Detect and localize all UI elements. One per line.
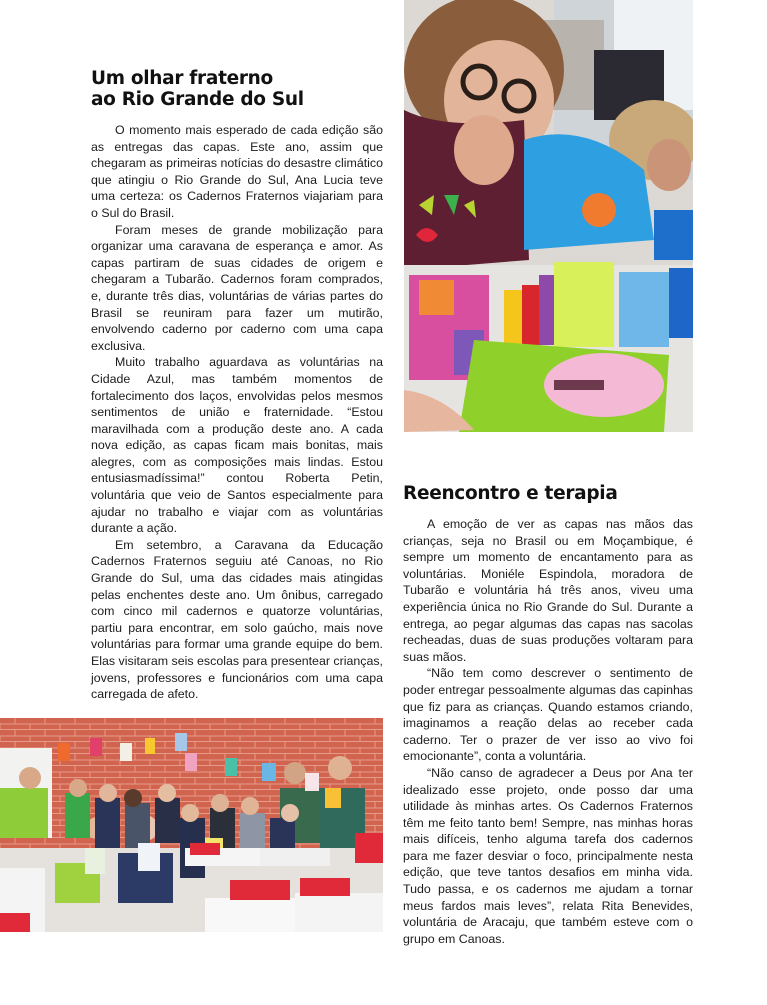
heading-line-2: ao Rio Grande do Sul [91, 89, 304, 110]
section-heading [91, 68, 383, 110]
heading-line-1: Um olhar fraterno [91, 68, 273, 89]
paragraph: Muito trabalho aguardava as voluntárias na Cidade Azul, mas também momentos de fortalecimento dos laços, envolvidas pelos mesmos sentimentos de união e fraternidade. “Estou maravilhada com a produção deste ano. A cada nova edição, as capas ficam mais bonitas, mais alegres, com as composições mais lindas. Estou entusiasmadíssima!” contou Roberta Petin, voluntária que veio de Santos especialmente para ajudar no trabalho e viajar com as voluntárias durante a ação. [91, 355, 383, 536]
paragraph: O momento mais esperado de cada edição são as entregas das capas. Este ano, assim que chegaram as primeiras notícias do desastre climático que atingiu o Rio Grande do Sul, Ana Lucia teve uma certeza: os Cadernos Fraternos viajariam para o Sul do Brasil. [91, 123, 383, 220]
paragraph: A emoção de ver as capas nas mãos das crianças, seja no Brasil ou em Moçambique, é sempre um momento de encantamento para as voluntárias. Moniéle Espindola, moradora de Tubarão e voluntária há três anos, viveu uma experiência única no Rio Grande do Sul. Durante a entrega, ao pegar algumas das capas nas sacolas recheadas, duas de suas produções voltaram para suas mãos. [403, 517, 693, 664]
paragraph: “Não canso de agradecer a Deus por Ana ter idealizado esse projeto, onde posso dar uma utilidade às minhas artes. Os Cadernos Fraternos têm me feito tanto bem! Sempre, nas minhas horas mais difíceis, tenho alguma tarefa dos cadernos para me fazer desviar o foco, principalmente nesta edição, que teve tantos desafios em minha vida. Tudo passa, e os cadernos me ajudam a tornar meus fardos mais leves”, relata Rita Benevides, voluntária de Aracaju, que também esteve com o grupo em Canoas. [403, 765, 693, 946]
section-um-olhar-fraterno [91, 68, 383, 703]
photo-classroom-group [0, 718, 383, 932]
section-reencontro-e-terapia [403, 483, 693, 947]
section-heading: Reencontro e terapia [403, 483, 618, 504]
photo-volunteers-with-covers [404, 0, 693, 432]
paragraph: Em setembro, a Caravana da Educação Cadernos Fraternos seguiu até Canoas, no Rio Grande do Sul, uma das cidades mais atingidas pelas enchentes deste ano. Um ônibus, carregado com cinco mil cadernos e quatorze voluntárias, partiu para encontrar, em solo gaúcho, mais nove voluntárias para formar uma grande equipe do bem. Elas visitaram seis escolas para presentear crianças, jovens, professores e funcionários com uma capa carregada de afeto. [91, 537, 383, 702]
paragraph: “Não tem como descrever o sentimento de poder entregar pessoalmente algumas das capinhas que fiz para as crianças. Quando estamos criando, imaginamos a reação delas ao receber cada caderno. Ter o prazer de ver isso ao vivo foi emocionante”, conta a voluntária. [403, 666, 693, 764]
paragraph: Foram meses de grande mobilização para organizar uma caravana de esperança e amor. As capas partiram de suas cidades de origem e chegaram a Tubarão. Cadernos foram comprados, e, durante três dias, voluntárias de várias partes do Brasil se reuniram para fazer um mutirão, envolvendo caderno por caderno com uma capa exclusiva. [91, 222, 383, 353]
